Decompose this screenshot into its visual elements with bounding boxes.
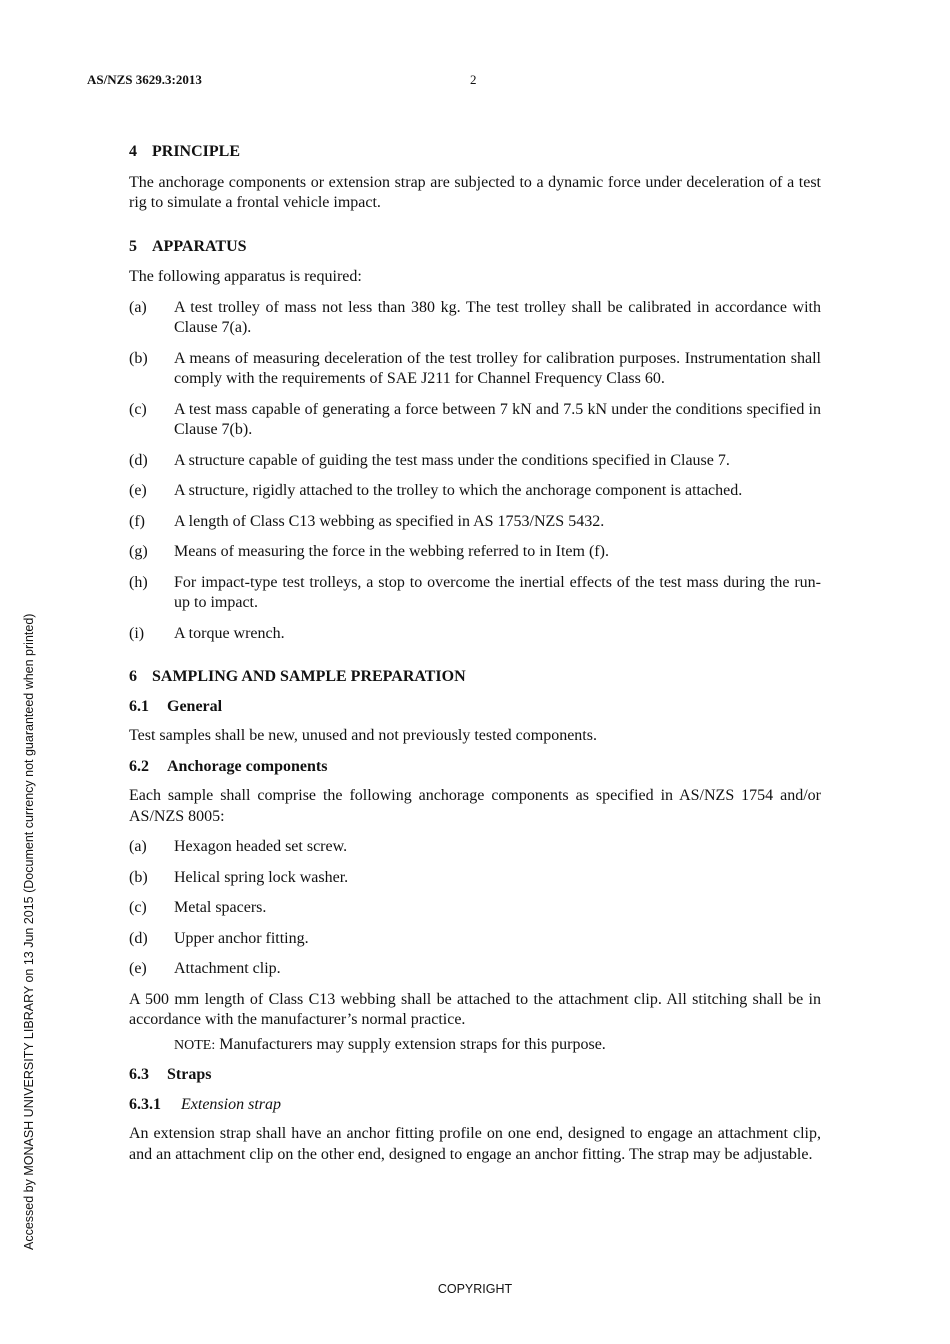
apparatus-list: [129, 298, 821, 645]
section-6-1-heading: [129, 697, 821, 718]
list-item: [129, 542, 821, 563]
item-text: A means of measuring deceleration of the test trolley for calibration purposes. Instrumentation shall comply with the requirements of SAE J211 for Channel Frequency Class 60.: [174, 349, 821, 387]
item-label: (c): [129, 899, 147, 916]
section-title: Anchorage components: [167, 757, 328, 775]
section-4-text: The anchorage components or extension strap are subjected to a dynamic force under deceleration of a test rig to simulate a frontal vehicle impact.: [129, 173, 821, 211]
section-5-intro: The following apparatus is required:: [129, 268, 362, 285]
section-6-2-intro: Each sample shall comprise the following anchorage components as specified in AS/NZS 1754 and/or AS/NZS 8005:: [129, 787, 821, 825]
list-item: [129, 898, 821, 919]
section-number: 6.1: [129, 697, 149, 715]
list-item: [129, 298, 821, 339]
section-title: APPARATUS: [152, 237, 247, 255]
section-title: General: [167, 697, 223, 715]
list-item: [129, 868, 821, 889]
section-6-2-heading: [129, 757, 821, 778]
item-label: (d): [129, 929, 148, 947]
item-label: (e): [129, 960, 147, 977]
item-label: (c): [129, 400, 147, 418]
list-item: [129, 349, 821, 390]
item-text: Hexagon headed set screw.: [174, 838, 348, 855]
list-item: [129, 837, 821, 858]
section-number: 6: [129, 668, 137, 685]
item-text: A test mass capable of generating a force between 7 kN and 7.5 kN under the conditions specified in Clause 7(b).: [174, 400, 821, 438]
item-text: A torque wrench.: [174, 624, 285, 642]
item-text: A length of Class C13 webbing as specified in AS 1753/NZS 5432.: [174, 512, 605, 530]
standard-designation: AS/NZS 3629.3:2013: [87, 72, 202, 87]
section-number: 5: [129, 237, 137, 255]
note-text: Manufacturers may supply extension straps for this purpose.: [219, 1035, 606, 1053]
item-text: Attachment clip.: [174, 960, 281, 977]
section-4-heading: [129, 142, 821, 163]
item-label: (g): [129, 543, 148, 560]
components-list: [129, 837, 821, 980]
item-label: (b): [129, 868, 148, 886]
list-item: [129, 451, 821, 472]
access-watermark: Accessed by MONASH UNIVERSITY LIBRARY on 13 Jun 2015 (Document currency not guaranteed when printed): [22, 613, 36, 1250]
note: [174, 1035, 821, 1057]
item-text: A test trolley of mass not less than 380 kg. The test trolley shall be calibrated in accordance with Clause 7(a).: [174, 298, 821, 336]
list-item: [129, 573, 821, 614]
item-label: (i): [129, 624, 145, 642]
section-title: SAMPLING AND SAMPLE PREPARATION: [152, 668, 466, 685]
item-label: (f): [129, 512, 145, 530]
list-item: [129, 400, 821, 441]
item-text: Metal spacers.: [174, 899, 267, 916]
item-label: (a): [129, 298, 147, 316]
list-item: [129, 959, 821, 980]
note-label: NOTE:: [174, 1037, 216, 1053]
section-6-3-heading: [129, 1065, 821, 1086]
section-6-1-text: Test samples shall be new, unused and not previously tested components.: [129, 727, 597, 744]
section-title: Extension strap: [181, 1095, 281, 1113]
section-6-heading: [129, 667, 821, 688]
section-title: PRINCIPLE: [152, 143, 241, 160]
item-text: A structure, rigidly attached to the trolley to which the anchorage component is attached.: [174, 482, 743, 499]
item-label: (e): [129, 482, 147, 499]
section-number: 6.3: [129, 1066, 149, 1083]
item-label: (b): [129, 349, 148, 367]
section-title: Straps: [167, 1066, 212, 1083]
document-body: [129, 142, 821, 1165]
section-number: 6.3.1: [129, 1095, 161, 1113]
item-text: For impact-type test trolleys, a stop to overcome the inertial effects of the test mass during the run-up to impact.: [174, 573, 821, 611]
list-item: [129, 624, 821, 645]
item-label: (a): [129, 838, 147, 855]
item-label: (d): [129, 451, 148, 469]
list-item: [129, 929, 821, 950]
item-label: (h): [129, 573, 148, 591]
section-number: 6.2: [129, 757, 149, 775]
section-6-3-1-text: An extension strap shall have an anchor fitting profile on one end, designed to engage an attachment clip, and an attachment clip on the other end, designed to engage an anchor fitting. The strap may be adjustable.: [129, 1125, 821, 1163]
section-6-3-1-heading: [129, 1095, 821, 1116]
list-item: [129, 512, 821, 533]
section-5-heading: [129, 237, 821, 258]
item-text: Helical spring lock washer.: [174, 868, 349, 886]
copyright-footer: COPYRIGHT: [437, 1282, 513, 1296]
webbing-paragraph: A 500 mm length of Class C13 webbing shall be attached to the attachment clip. All stitching shall be in accordance with the manufacturer’s normal practice.: [129, 990, 821, 1028]
item-text: Upper anchor fitting.: [174, 929, 309, 947]
item-text: Means of measuring the force in the webbing referred to in Item (f).: [174, 543, 609, 560]
page-number: 2: [470, 72, 477, 87]
section-number: 4: [129, 143, 137, 160]
item-text: A structure capable of guiding the test mass under the conditions specified in Clause 7.: [174, 451, 730, 469]
list-item: [129, 481, 821, 502]
